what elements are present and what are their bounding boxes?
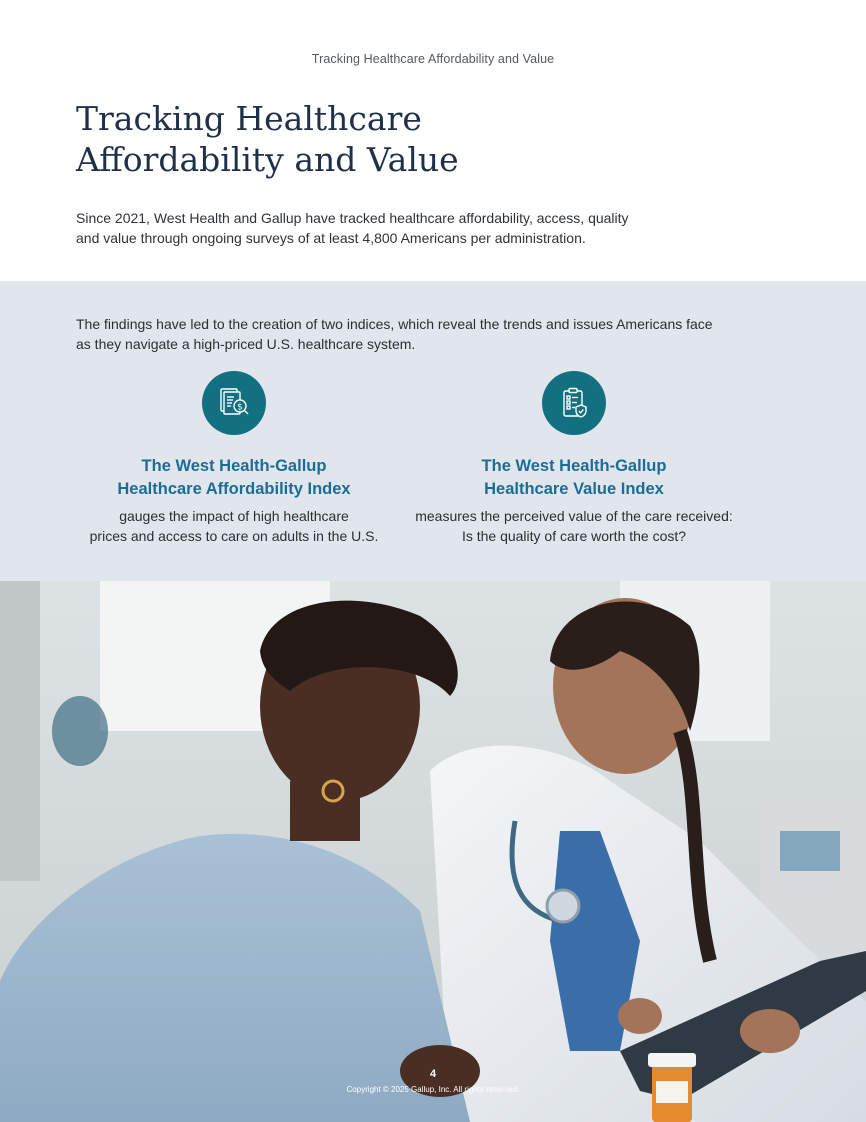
- value-desc-line-2: Is the quality of care worth the cost?: [461, 528, 687, 544]
- affordability-title-line-2: Healthcare Affordability Index: [117, 480, 351, 498]
- indices-lead-paragraph: [76, 314, 776, 354]
- indices-band: [0, 281, 866, 581]
- intro-line-1: Since 2021, West Health and Gallup have tracked healthcare affordability, access, quality: [76, 210, 629, 226]
- value-title-line-1: The West Health-Gallup: [481, 457, 667, 475]
- affordability-title-line-1: The West Health-Gallup: [141, 457, 327, 475]
- svg-text:$: $: [237, 402, 243, 413]
- value-title-line-2: Healthcare Value Index: [484, 480, 664, 498]
- running-header: Tracking Healthcare Affordability and Value: [311, 52, 555, 66]
- intro-paragraph: [76, 208, 676, 248]
- page-title: [76, 98, 676, 180]
- value-index-description: [409, 506, 739, 546]
- intro-line-2: and value through ongoing surveys of at least 4,800 Americans per administration.: [76, 230, 586, 246]
- affordability-desc-line-1: gauges the impact of high healthcare: [119, 508, 349, 524]
- affordability-index-block: [69, 371, 399, 546]
- affordability-desc-line-2: prices and access to care on adults in the U.S.: [89, 528, 379, 544]
- page-title-line-1: Tracking Healthcare: [76, 99, 422, 138]
- doctor-patient-photo: [0, 581, 866, 1122]
- copyright-notice: Copyright © 2025 Gallup, Inc. All rights reserved.: [346, 1085, 520, 1094]
- lead-line-1: The findings have led to the creation of two indices, which reveal the trends and issues Americans face: [76, 316, 713, 332]
- page-title-line-2: Affordability and Value: [76, 140, 459, 179]
- lead-line-2: as they navigate a high-priced U.S. healthcare system.: [76, 336, 416, 352]
- affordability-index-title: [69, 455, 399, 501]
- clipboard-checklist-shield-icon: [542, 371, 606, 435]
- document-dollar-magnifier-icon: [202, 371, 266, 435]
- value-index-title: [409, 455, 739, 501]
- affordability-index-description: [69, 506, 399, 546]
- value-desc-line-1: measures the perceived value of the care received:: [415, 508, 733, 524]
- page-number: 4: [429, 1068, 437, 1080]
- value-index-block: [409, 371, 739, 546]
